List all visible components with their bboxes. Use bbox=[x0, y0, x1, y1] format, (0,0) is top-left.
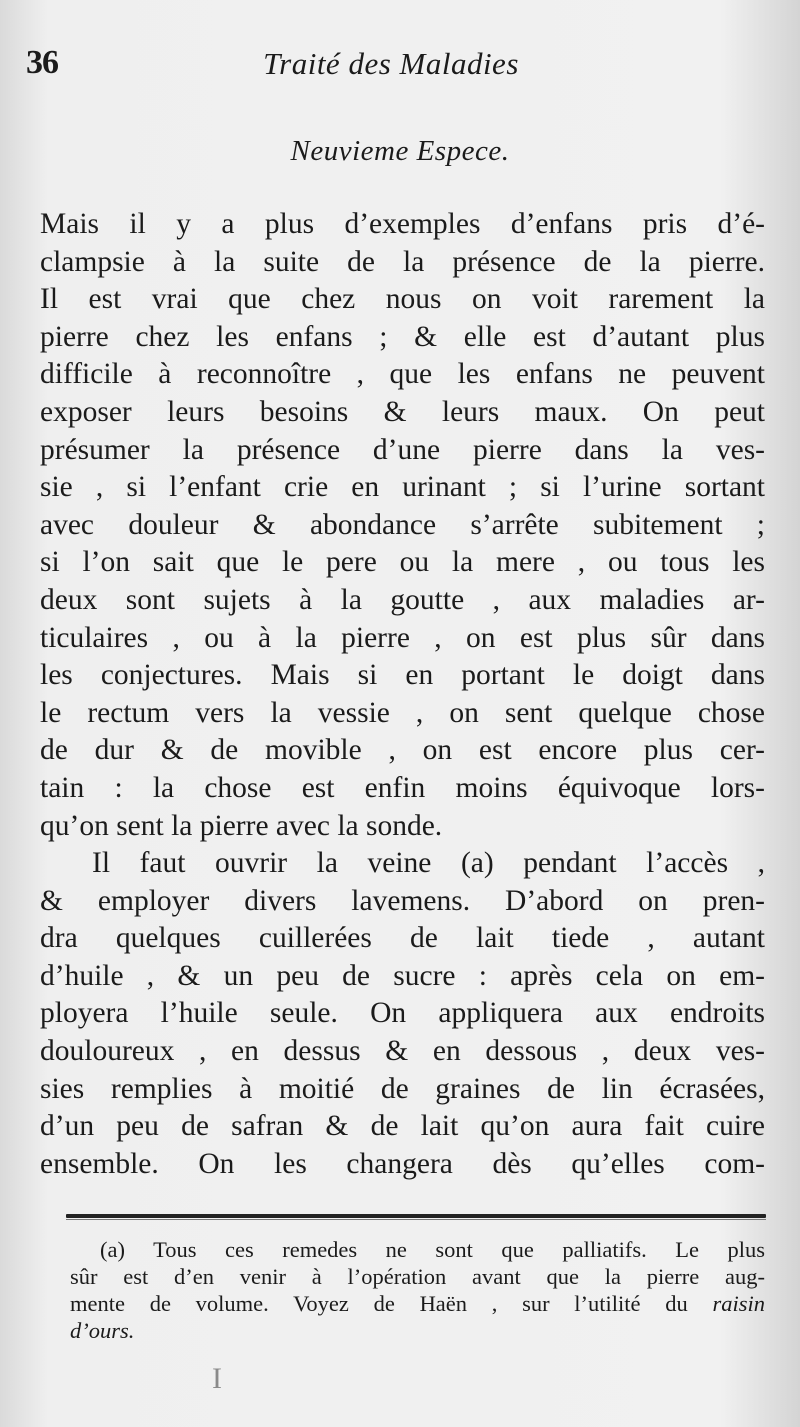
text-line: douloureux , en dessus & en dessous , deux ves- bbox=[40, 1035, 765, 1068]
text-line: difficile à reconnoître , que les enfans ne peuvent bbox=[40, 358, 765, 391]
text-line: exposer leurs besoins & leurs maux. On peut bbox=[40, 395, 765, 428]
page-header bbox=[22, 44, 760, 90]
footnote-line: (a) Tous ces remedes ne sont que palliatifs. Le plus bbox=[100, 1237, 765, 1262]
footnote-italic-text: raisin bbox=[712, 1291, 765, 1316]
text-line: dra quelques cuillerées de lait tiede , autant bbox=[40, 922, 765, 955]
text-line: avec douleur & abondance s’arrête subitement ; bbox=[40, 508, 765, 541]
footnote-line bbox=[70, 1290, 765, 1317]
text-line: sies remplies à moitié de graines de lin écrasées, bbox=[40, 1072, 765, 1105]
text-line: de dur & de movible , on est encore plus cer- bbox=[40, 734, 765, 767]
text-line: ployera l’huile seule. On appliquera aux endroits bbox=[40, 997, 765, 1030]
text-line: d’un peu de safran & de lait qu’on aura fait cuire bbox=[40, 1110, 765, 1143]
signature-mark: I bbox=[212, 1362, 222, 1395]
body-text bbox=[40, 206, 765, 1183]
text-line: tain : la chose est enfin moins équivoque lors- bbox=[40, 771, 765, 804]
text-line: clampsie à la suite de la présence de la pierre. bbox=[40, 245, 765, 278]
text-line: le rectum vers la vessie , on sent quelque chose bbox=[40, 696, 765, 729]
running-title: Traité des Maladies bbox=[263, 46, 519, 81]
text-line: présumer la présence d’une pierre dans la ves- bbox=[40, 433, 765, 466]
footnote-rule bbox=[66, 1214, 766, 1218]
footnote-line: d’ours. bbox=[70, 1318, 135, 1343]
footnote-line: sûr est d’en venir à l’opération avant que la pierre aug- bbox=[70, 1264, 765, 1289]
footnote bbox=[70, 1236, 765, 1344]
text-line: & employer divers lavemens. D’abord on pren- bbox=[40, 884, 765, 917]
text-line: deux sont sujets à la goutte , aux maladies ar- bbox=[40, 583, 765, 616]
text-line: Il est vrai que chez nous on voit rarement la bbox=[40, 283, 765, 316]
page-number: 36 bbox=[26, 44, 58, 81]
footnote-rule-thin bbox=[66, 1219, 766, 1220]
text-line: d’huile , & un peu de sucre : après cela on em- bbox=[40, 959, 765, 992]
section-heading: Neuvieme Espece. bbox=[290, 135, 510, 167]
text-line: Mais il y a plus d’exemples d’enfans pris d’é- bbox=[40, 208, 765, 240]
text-line: qu’on sent la pierre avec la sonde. bbox=[40, 809, 443, 842]
text-line: sie , si l’enfant crie en urinant ; si l’urine sortant bbox=[40, 471, 765, 504]
footnote-text: mente de volume. Voyez de Haën , sur l’utilité du bbox=[70, 1291, 713, 1316]
text-line: pierre chez les enfans ; & elle est d’autant plus bbox=[40, 320, 765, 353]
text-line: Il faut ouvrir la veine (a) pendant l’accès , bbox=[92, 847, 765, 880]
text-line: ticulaires , ou à la pierre , on est plus sûr dans bbox=[40, 621, 765, 654]
text-line: les conjectures. Mais si en portant le doigt dans bbox=[40, 659, 765, 692]
text-line: si l’on sait que le pere ou la mere , ou tous les bbox=[40, 546, 765, 579]
text-line: ensemble. On les changera dès qu’elles com- bbox=[40, 1147, 765, 1180]
